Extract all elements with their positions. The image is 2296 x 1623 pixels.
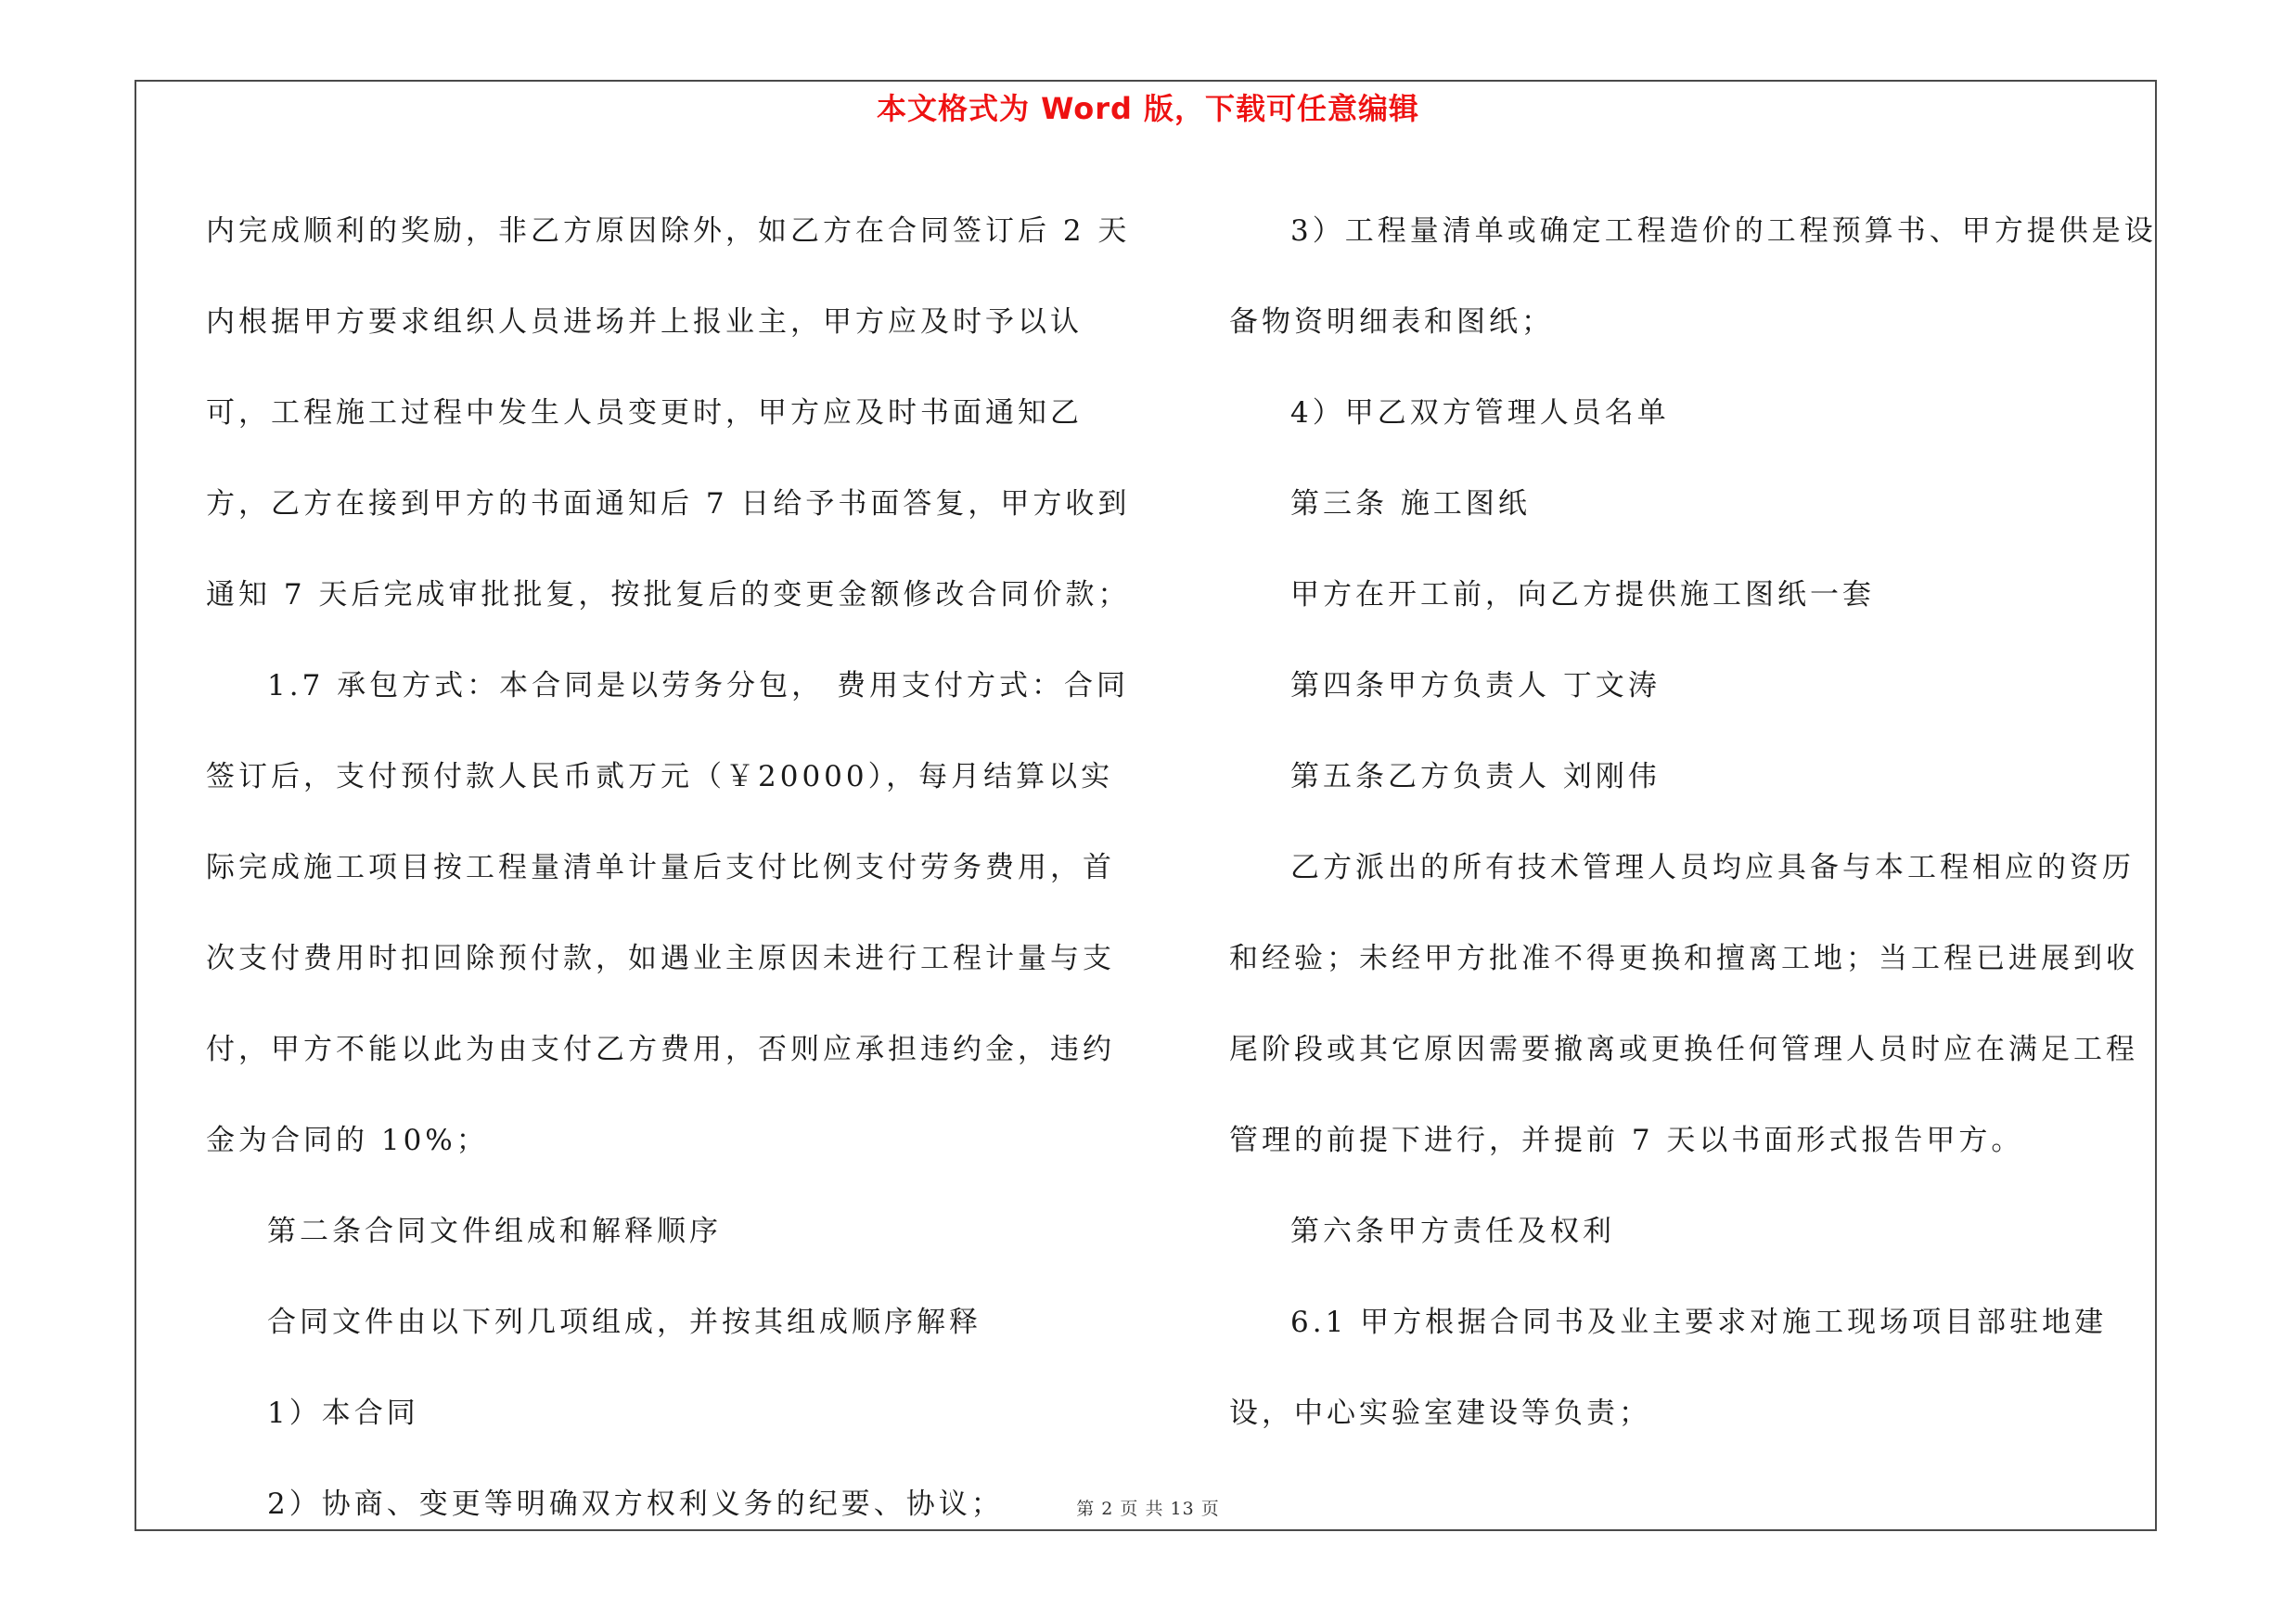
page-number-footer: 第 2 页 共 13 页 <box>1076 1499 1220 1519</box>
list-item-3: 3）工程量清单或确定工程造价的工程预算书、甲方提供是设备物资明细表和图纸； <box>1229 214 2157 339</box>
right-text-column <box>1229 186 2157 1459</box>
list-item-2: 2）协商、变更等明确双方权利义务的纪要、协议； <box>267 1488 1004 1521</box>
word-format-banner: 本文格式为 Word 版，下载可任意编辑 <box>876 91 1420 126</box>
paragraph-personnel: 乙方派出的所有技术管理人员均应具备与本工程相应的资历和经验；未经甲方批准不得更换和擅离工地；当工程已进展到收尾阶段或其它原因需要撤离或更换任何管理人员时应在满足工程管理的前提下进行，并提前 7 天以书面形式报告甲方。 <box>1229 851 2138 1157</box>
heading-article-4: 第四条甲方负责人 丁文涛 <box>1290 669 1661 702</box>
heading-article-5: 第五条乙方负责人 刘刚伟 <box>1290 760 1661 793</box>
heading-article-2: 第二条合同文件组成和解释顺序 <box>267 1215 722 1248</box>
left-text-column <box>206 186 1134 1550</box>
paragraph-documents-intro: 合同文件由以下列几项组成，并按其组成顺序解释 <box>267 1306 981 1339</box>
paragraph-continuation: 内完成顺利的奖励，非乙方原因除外，如乙方在合同签订后 2 天内根据甲方要求组织人员进场并上报业主，甲方应及时予以认可，工程施工过程中发生人员变更时，甲方应及时书面通知乙方，乙方在接到甲方的书面通知后 7 日给予书面答复，甲方收到通知 7 天后完成审批批复，按批复后的变更金额修改合同价款； <box>206 214 1131 612</box>
list-item-1: 1）本合同 <box>267 1397 419 1430</box>
paragraph-contract-method: 1.7 承包方式：本合同是以劳务分包， 费用支付方式：合同签订后，支付预付款人民币贰万元（￥20000），每月结算以实际完成施工项目按工程量清单计量后支付比例支付劳务费用，首次支付费用时扣回除预付款，如遇业主原因未进行工程计量与支付，甲方不能以此为由支付乙方费用，否则应承担违约金，违约金为合同的 10%； <box>206 669 1130 1157</box>
heading-article-6: 第六条甲方责任及权利 <box>1290 1215 1615 1248</box>
paragraph-6-1: 6.1 甲方根据合同书及业主要求对施工现场项目部驻地建设，中心实验室建设等负责； <box>1229 1306 2108 1430</box>
heading-article-3: 第三条 施工图纸 <box>1290 487 1531 521</box>
list-item-4: 4）甲乙双方管理人员名单 <box>1290 396 1670 430</box>
paragraph-drawings: 甲方在开工前，向乙方提供施工图纸一套 <box>1290 578 1875 612</box>
